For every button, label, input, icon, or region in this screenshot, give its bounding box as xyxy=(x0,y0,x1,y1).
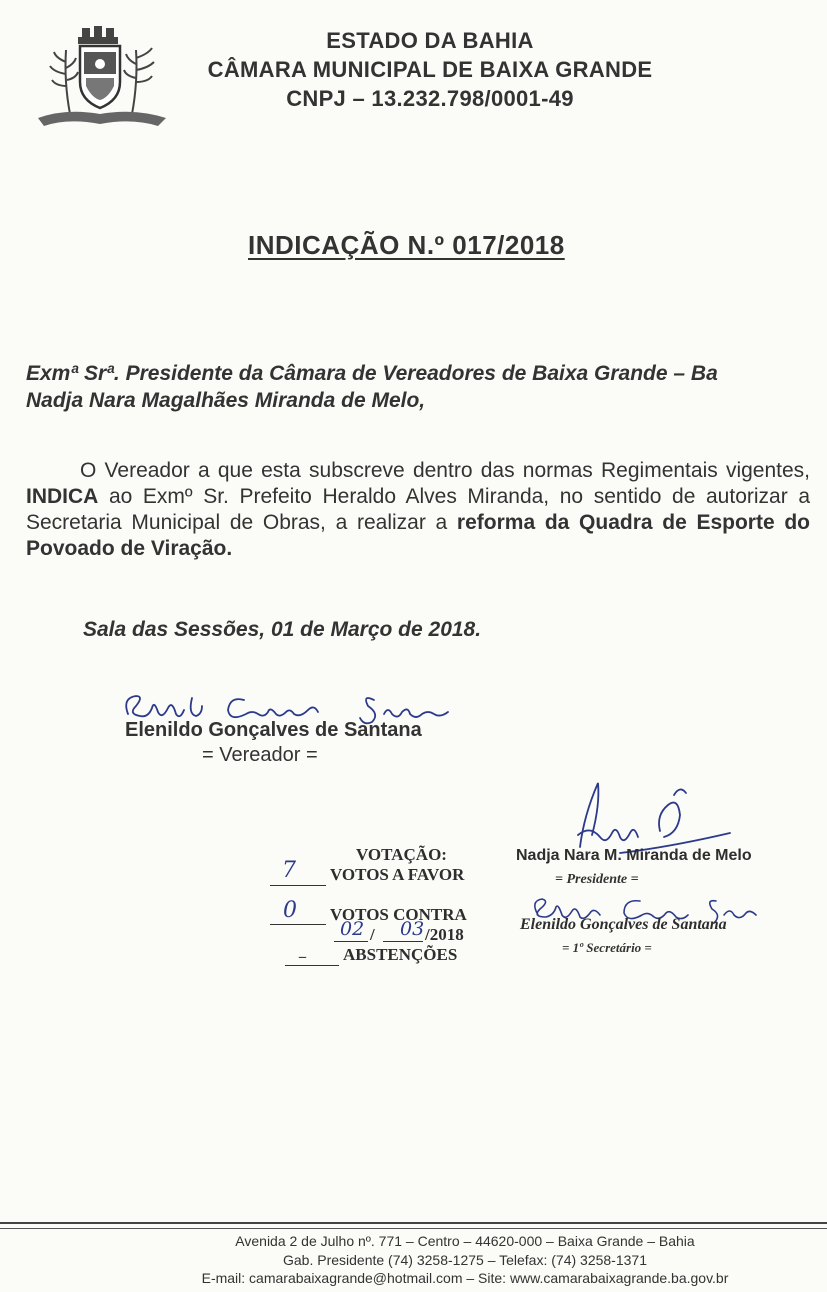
footer-divider xyxy=(0,1222,827,1224)
footer-phones: Gab. Presidente (74) 3258-1275 – Telefax: (74) 3258-1371 xyxy=(283,1251,647,1268)
body-indica: INDICA xyxy=(26,485,99,508)
favor-line xyxy=(270,885,326,886)
coat-of-arms-logo xyxy=(36,22,168,130)
header-state: ESTADO DA BAHIA xyxy=(326,28,534,53)
contra-count: 0 xyxy=(283,898,297,923)
signer-role: = Vereador = xyxy=(202,744,318,766)
president-role: = Presidente = xyxy=(555,872,639,887)
abstention-count: – xyxy=(298,946,307,967)
footer-contact: E-mail: camarabaixagrande@hotmail.com – Site: www.camarabaixagrande.ba.gov.br xyxy=(201,1270,729,1286)
addressee-line-1: Exmª Srª. Presidente da Câmara de Vereadores de Baixa Grande – Ba xyxy=(26,362,718,385)
header-chamber: CÂMARA MUNICIPAL DE BAIXA GRANDE xyxy=(207,57,653,82)
header-cnpj: CNPJ – 13.232.798/0001-49 xyxy=(286,86,574,111)
body-paragraph xyxy=(26,458,810,562)
contra-label: VOTOS CONTRA xyxy=(330,905,467,924)
document-footer xyxy=(140,1232,790,1288)
body-text-part-3: reforma da Quadra de Esporte do Povoado de Viração. xyxy=(26,511,810,560)
body-text-part-2: ao Exmº Sr. Prefeito Heraldo Alves Miranda, no sentido de autorizar a Secretaria Municipal de Obras, a realizar a xyxy=(26,485,810,534)
secretary-role: = 1º Secretário = xyxy=(562,940,652,955)
footer-address: Avenida 2 de Julho nº. 771 – Centro – 44620-000 – Baixa Grande – Bahia xyxy=(235,1233,695,1249)
president-name: Nadja Nara M. Miranda de Melo xyxy=(516,847,752,864)
vote-date-day: 02 xyxy=(340,918,365,940)
contra-line xyxy=(270,924,326,925)
abstention-label: ABSTENÇÕES xyxy=(343,945,458,964)
favor-label: VOTOS A FAVOR xyxy=(330,865,465,884)
voting-heading: VOTAÇÃO: xyxy=(356,845,447,864)
footer-divider-thin xyxy=(0,1228,827,1229)
vote-date-day-line xyxy=(334,941,368,942)
vote-date-year: /2018 xyxy=(425,925,464,944)
document-header xyxy=(180,26,680,113)
vote-date-separator: / xyxy=(370,925,375,944)
abstention-line xyxy=(285,965,339,966)
vote-date-month: 03 xyxy=(400,918,425,940)
favor-count: 7 xyxy=(282,858,296,883)
body-text-part-1: O Vereador a que esta subscreve dentro das normas Regimentais vigentes, xyxy=(80,459,810,482)
document-title: INDICAÇÃO N.º 017/2018 xyxy=(248,230,565,260)
signer-name: Elenildo Gonçalves de Santana xyxy=(125,719,422,741)
vote-date-month-line xyxy=(383,941,423,942)
addressee-line-2: Nadja Nara Magalhães Miranda de Melo, xyxy=(26,389,426,412)
secretary-name: Elenildo Gonçalves de Santana xyxy=(520,916,727,933)
addressee-block xyxy=(26,360,806,414)
session-date-line: Sala das Sessões, 01 de Março de 2018. xyxy=(83,618,482,641)
